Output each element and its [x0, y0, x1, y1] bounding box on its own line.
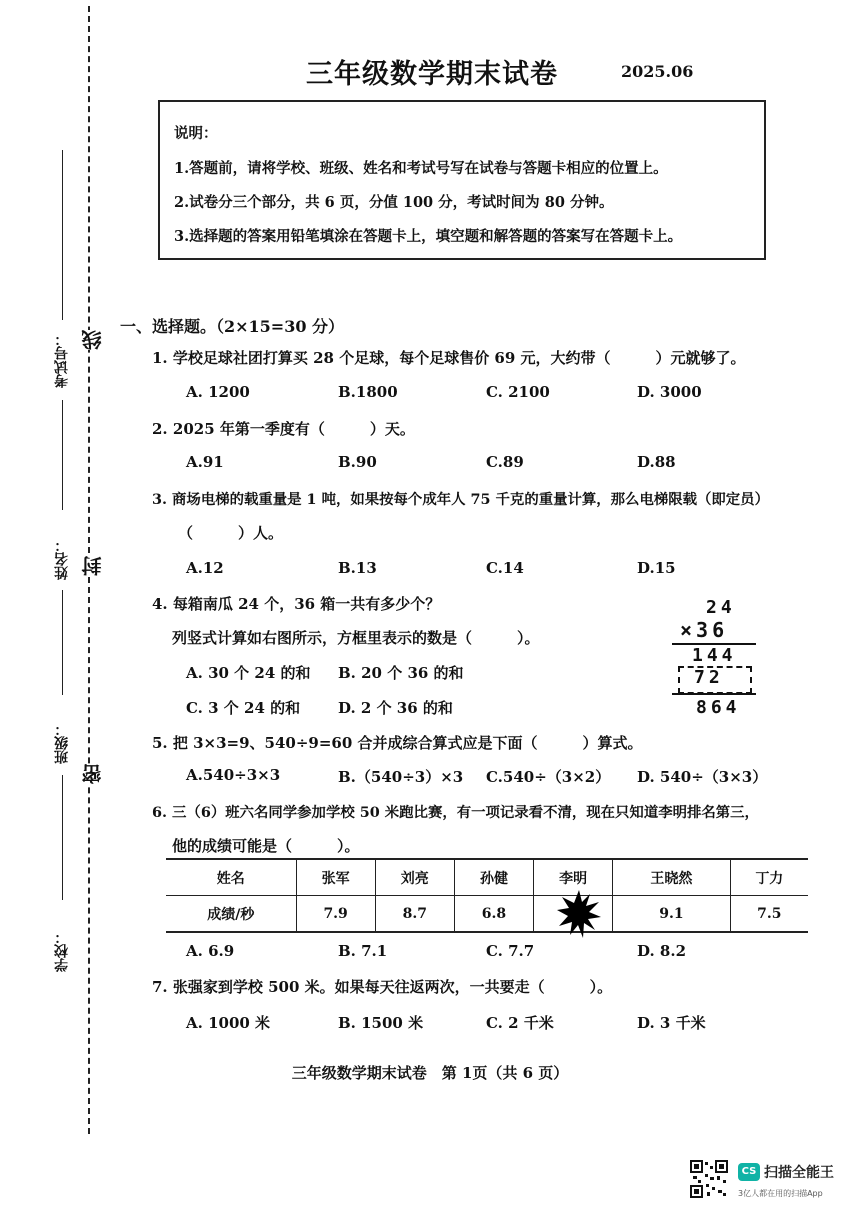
question-6-option-b: B. 7.1 — [338, 942, 388, 960]
page-title: 三年级数学期末试卷 — [306, 59, 558, 90]
school-label: 学校： — [54, 930, 70, 972]
table-header-row — [166, 859, 808, 896]
question-3-stem-cont: （ ）人。 — [178, 524, 284, 542]
table-cell: 7.5 — [730, 896, 808, 933]
question-1-option-b: B.1800 — [338, 383, 398, 401]
calc-multiplicand: 24 — [706, 597, 736, 618]
question-6-stem: 6. 三（6）班六名同学参加学校 50 米跑比赛，有一项记录看不清，现在只知道李明排名第三， — [152, 804, 759, 821]
scanner-tagline: 3亿人都在用的扫描App — [738, 1189, 823, 1198]
question-1-option-d: D. 3000 — [637, 383, 702, 401]
question-7-option-b: B. 1500 米 — [338, 1014, 424, 1032]
table-cell: 李明 — [534, 859, 613, 896]
question-3-option-b: B.13 — [338, 559, 377, 577]
calc-partial-1: 144 — [692, 645, 737, 666]
question-4-option-c: C. 3 个 24 的和 — [186, 699, 301, 717]
table-cell: 6.8 — [454, 896, 533, 933]
table-cell: 8.7 — [375, 896, 454, 933]
question-3-option-d: D.15 — [637, 559, 676, 577]
instructions-heading: 说明： — [174, 125, 218, 142]
table-cell: 王晓然 — [613, 859, 730, 896]
question-1-option-c: C. 2100 — [486, 383, 550, 401]
question-4-option-b: B. 20 个 36 的和 — [338, 664, 464, 682]
table-cell: 丁力 — [730, 859, 808, 896]
instruction-line: 1.答题前，请将学校、班级、姓名和考试号写在试卷与答题卡相应的位置上。 — [174, 160, 668, 177]
class-rule — [62, 775, 63, 900]
scanner-app-name: 扫描全能王 — [764, 1165, 834, 1181]
question-1-option-a: A. 1200 — [186, 383, 250, 401]
table-row — [166, 896, 808, 933]
seal-char-line: 线 — [78, 330, 107, 350]
question-6-option-a: A. 6.9 — [186, 942, 235, 960]
question-7-stem: 7. 张强家到学校 500 米。如果每天往返两次，一共要走（ ）。 — [152, 978, 613, 996]
exam-number-rule-lower — [62, 400, 63, 510]
obscured-cell — [534, 896, 613, 933]
exam-number-label: 考试号： — [54, 332, 70, 388]
calc-partial-2: 72 — [694, 667, 724, 688]
table-cell: 7.9 — [296, 896, 375, 933]
question-7-option-c: C. 2 千米 — [486, 1014, 554, 1032]
seal-char-secret: 密 — [78, 764, 107, 784]
question-5-option-a: A.540÷3×3 — [186, 766, 281, 784]
question-7-option-a: A. 1000 米 — [186, 1014, 271, 1032]
table-cell: 张军 — [296, 859, 375, 896]
question-3-option-c: C.14 — [486, 559, 524, 577]
exam-number-rule — [62, 150, 63, 320]
calc-rule-2 — [672, 693, 756, 695]
question-5-option-b: B.（540÷3）×3 — [338, 768, 464, 786]
name-label: 姓名： — [54, 538, 70, 580]
question-6-option-c: C. 7.7 — [486, 942, 535, 960]
question-6-stem-cont: 他的成绩可能是（ ）。 — [172, 837, 360, 855]
question-2-option-b: B.90 — [338, 453, 377, 471]
question-4-stem: 4. 每箱南瓜 24 个，36 箱一共有多少个？ — [152, 595, 441, 613]
question-4-stem-cont: 列竖式计算如右图所示，方框里表示的数是（ ）。 — [172, 629, 540, 647]
calc-product: 864 — [696, 697, 741, 718]
calc-multiplier: ×36 — [680, 618, 729, 642]
camscanner-logo-icon: CS — [738, 1163, 760, 1181]
name-rule — [62, 590, 63, 695]
page-footer: 三年级数学期末试卷 第 1页（共 6 页） — [291, 1064, 569, 1082]
table-cell: 孙健 — [454, 859, 533, 896]
question-6-option-d: D. 8.2 — [637, 942, 687, 960]
question-3-stem: 3. 商场电梯的载重量是 1 吨，如果按每个成年人 75 千克的重量计算，那么电梯限载（即定员） — [152, 491, 769, 508]
qr-code-icon — [690, 1160, 728, 1198]
ink-blot-icon — [557, 890, 601, 938]
exam-date: 2025.06 — [621, 62, 694, 81]
table-cell: 刘亮 — [375, 859, 454, 896]
table-cell: 姓名 — [166, 859, 296, 896]
question-2-option-a: A.91 — [186, 453, 224, 471]
question-3-option-a: A.12 — [186, 559, 224, 577]
question-5-option-c: C.540÷（3×2） — [486, 768, 611, 786]
class-label: 班级： — [54, 722, 70, 764]
question-4-option-a: A. 30 个 24 的和 — [186, 664, 311, 682]
question-2-stem: 2. 2025 年第一季度有（ ）天。 — [152, 420, 415, 438]
section-heading: 一、选择题。（2×15=30 分） — [120, 317, 345, 336]
instructions-box — [158, 100, 766, 260]
question-5-stem: 5. 把 3×3=9、540÷9=60 合并成综合算式应是下面（ ）算式。 — [152, 734, 643, 752]
results-table — [166, 858, 808, 933]
table-cell: 9.1 — [613, 896, 730, 933]
seal-char-seal: 封 — [78, 556, 107, 576]
instruction-line: 2.试卷分三个部分，共 6 页，分值 100 分，考试时间为 80 分钟。 — [174, 194, 614, 211]
question-2-option-c: C.89 — [486, 453, 524, 471]
instruction-line: 3.选择题的答案用铅笔填涂在答题卡上，填空题和解答题的答案写在答题卡上。 — [174, 228, 683, 245]
table-cell: 成绩/秒 — [166, 896, 296, 933]
question-5-option-d: D. 540÷（3×3） — [637, 768, 768, 786]
question-7-option-d: D. 3 千米 — [637, 1014, 706, 1032]
question-1-stem: 1. 学校足球社团打算买 28 个足球，每个足球售价 69 元，大约带（ ）元就够了。 — [152, 349, 746, 367]
question-2-option-d: D.88 — [637, 453, 676, 471]
question-4-option-d: D. 2 个 36 的和 — [338, 699, 453, 717]
